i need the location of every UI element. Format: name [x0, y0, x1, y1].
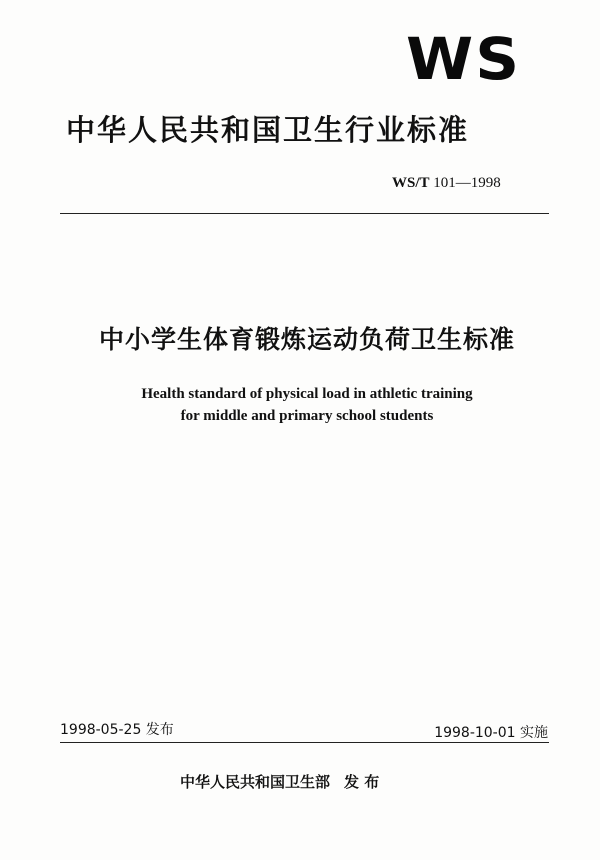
bottom-divider [60, 742, 549, 743]
standard-code-prefix: WS/T [392, 175, 430, 191]
publisher-action: 发 布 [344, 773, 380, 791]
publisher-name: 中华人民共和国卫生部 [180, 773, 331, 791]
implementation-date: 1998-10-01 实施 [434, 725, 548, 741]
ws-logo: WS [406, 25, 522, 93]
document-title-english [0, 383, 600, 427]
standard-code-number: 101—1998 [429, 175, 501, 191]
document-title-chinese: 中小学生体育锻炼运动负荷卫生标准 [98, 325, 515, 354]
top-divider [60, 213, 549, 214]
english-title-line-1: Health standard of physical load in athletic training [141, 386, 473, 402]
standard-category-heading: 中华人民共和国卫生行业标准 [66, 113, 470, 147]
publisher-line [180, 772, 379, 792]
standard-code [392, 174, 501, 192]
english-title-line-2: for middle and primary school students [180, 408, 434, 424]
issue-date: 1998-05-25 发布 [60, 722, 174, 738]
